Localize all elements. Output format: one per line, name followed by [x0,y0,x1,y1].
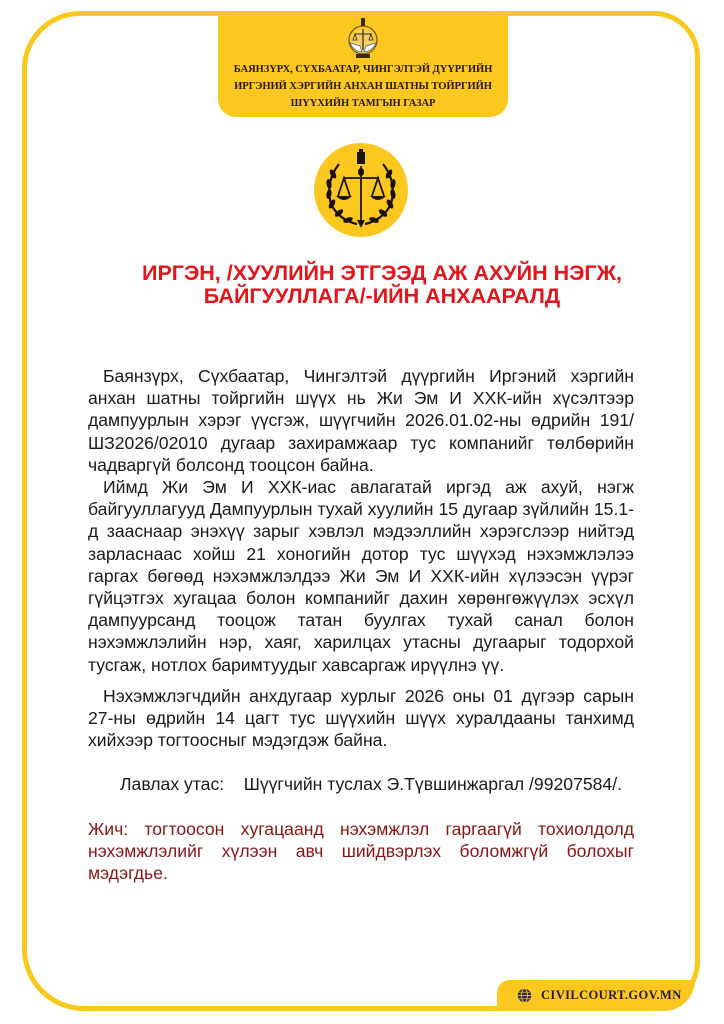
notice-title-line-2: БАЙГУУЛЛАГА/-ИЙН АНХААРАЛД [203,284,561,308]
footer-website-badge[interactable] [497,980,695,1011]
court-name-line-1: БАЯНЗҮРХ, СҮХБААТАР, ЧИНГЭЛТЭЙ ДҮҮРГИЙН [233,64,493,75]
globe-icon [517,988,532,1003]
court-name [218,61,508,112]
paragraph-bankruptcy-ruling: Баянзүрх, Сүхбаатар, Чингэлтэй дүүргийн Иргэний хэргийн анхан шатны тойргийн шүүх нь Жи Эм И ХХК-ийн хүсэлтээр дампуурлын хэрэг үүсгэж, шүүгчийн 2026.01.02-ны өдрийн 191/ШЗ2026/02010 дугаар захирамжаар тус компанийг төлбөрийн чадваргүй болсонд тооцсон байна. [88,366,634,475]
note-warning: Жич: тогтоосон хугацаанд нэхэмжлэл гаргаагүй тохиолдолд нэхэмжлэлийг хүлээн авч шийдвэрлэх боломжгүй болохыг мэдэгдье. [88,819,634,884]
contact-value: Шүүгчийн туслах Э.Түвшинжаргал /99207584/. [243,774,622,794]
court-name-line-3: ШҮҮХИЙН ТАМГЫН ГАЗАР [290,98,436,109]
contact-line [120,774,622,795]
court-header-banner [218,11,508,117]
notice-body [88,365,634,676]
paragraph-creditor-meeting: Нэхэмжлэгчдийн анхдугаар хурлыг 2026 оны 01 дүгээр сарын 27-ны өдрийн 14 цагт тус шүүхийн шүүх хуралдааны танхимд хийхээр тогтоосныг мэдэгдэж байна. [88,686,634,751]
website-link[interactable]: CIVILCOURT.GOV.MN [541,988,682,1002]
notice-meeting [88,685,634,752]
paragraph-creditor-claims: Иймд Жи Эм И ХХК-иас авлагатай иргэд аж ахуй, нэгж байгууллагууд Дампуурлын тухай хуулийн 15 дугаар зүйлийн 15.1-д зааснаар энэхүү зарыг хэвлэл мэдээллийн хэрэгслээр нийтэд зарласнаас хойш 21 хоногийн дотор тус шүүхэд нэхэмжлэлээ гаргах бөгөөд нэхэмжлэлдээ Жи Эм И ХХК-ийн хүлээсэн үүрэг гүйцэтгэх хугацаа болон компанийг дахин хөрөнгөжүүлэх эсхүл дампуурсанд тооцож татан буулгах тухай санал болон нэхэмжлэлийн нэр, хаяг, харилцах утасны дугаарыг тодорхой тусгаж, нотлох баримтуудыг хавсаргаж ирүүлнэ үү. [88,477,634,675]
court-name-line-2: ИРГЭНИЙ ХЭРГИЙН АНХАН ШАТНЫ ТОЙРГИЙН [234,81,492,92]
contact-label: Лавлах утас: [120,774,225,794]
notice-title-line-1: ИРГЭН, /ХУУЛИЙН ЭТГЭЭД АЖ АХУЙН НЭГЖ, [142,261,622,285]
court-emblem-icon [344,15,382,61]
scales-of-justice-seal-icon [313,142,409,238]
notice-title [100,262,664,308]
